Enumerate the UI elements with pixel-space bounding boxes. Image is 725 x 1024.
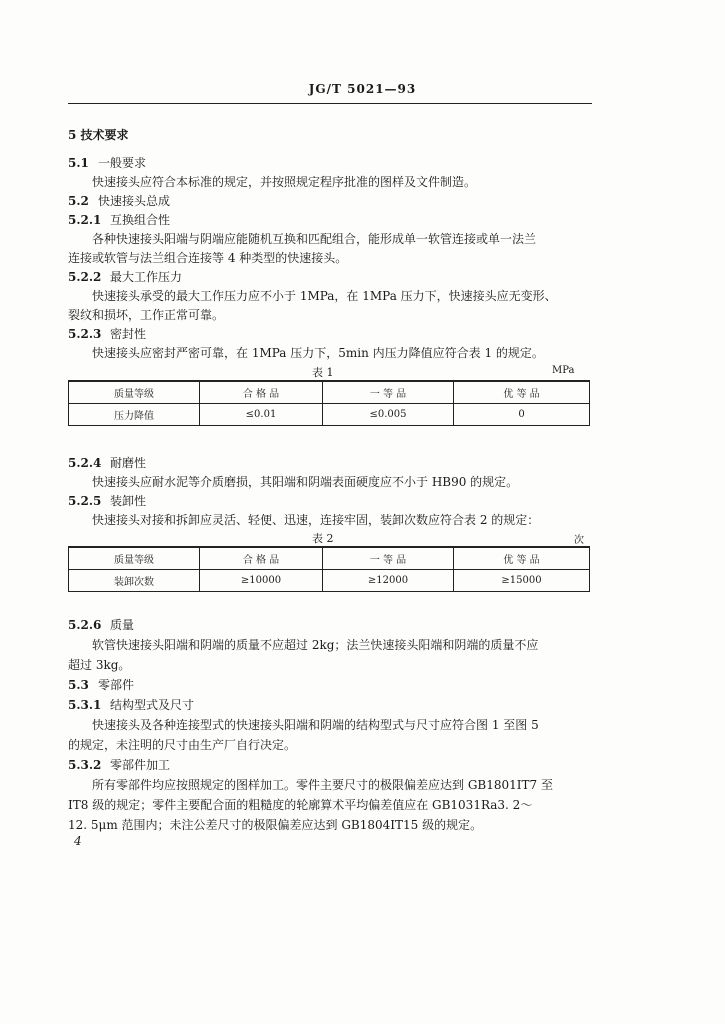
- section-5-2-6-heading: [68, 617, 134, 633]
- paragraph-5-3-1-line-1: 快速接头及各种连接型式的快速接头阳端和阴端的结构型式与尺寸应符合图 1 至图 5: [92, 718, 539, 732]
- section-5-1-heading: [68, 155, 146, 171]
- table-cell: ≥12000: [323, 570, 454, 592]
- section-5-3-2-heading: [68, 757, 170, 773]
- page-number: 4: [74, 834, 82, 848]
- table-header-cell: 优 等 品: [454, 381, 590, 404]
- table-cell: ≤0.005: [323, 404, 454, 426]
- paragraph-5-3-1-line-2: 的规定，未注明的尺寸由生产厂自行决定。: [68, 738, 297, 752]
- table-1-unit: MPa: [552, 365, 575, 376]
- paragraph-5-3-2-line-3: 12. 5μm 范围内；未注公差尺寸的极限偏差应达到 GB1804IT15 级的规定。: [68, 818, 483, 832]
- clause-title: 零部件加工: [110, 758, 171, 772]
- paragraph-5-2-1-line-2: 连接或软管与法兰组合连接等 4 种类型的快速接头。: [68, 251, 348, 265]
- table-row: [69, 404, 590, 426]
- clause-title: 最大工作压力: [110, 270, 183, 284]
- paragraph-5-2-2-line-2: 裂纹和损坏，工作正常可靠。: [68, 308, 225, 322]
- paragraph-5-3-2-line-1: 所有零部件均应按照规定的图样加工。零件主要尺寸的极限偏差应达到 GB1801IT7 至: [92, 778, 553, 792]
- paragraph-5-2-6-line-2: 超过 3kg。: [68, 658, 131, 672]
- clause-number: 5.2.1: [68, 213, 102, 227]
- table-row: [69, 570, 590, 592]
- clause-number: 5.2.6: [68, 618, 102, 632]
- table-1: [68, 380, 590, 426]
- clause-title: 装卸性: [110, 494, 147, 508]
- paragraph-5-1: 快速接头应符合本标准的规定，并按照规定程序批准的图样及文件制造。: [92, 175, 477, 189]
- paragraph-5-2-2-line-1: 快速接头承受的最大工作压力应不小于 1MPa，在 1MPa 压力下，快速接头应无变形、: [92, 289, 557, 303]
- section-5-3-heading: [68, 677, 134, 693]
- clause-number: 5.3.2: [68, 758, 102, 772]
- paragraph-5-2-6-line-1: 软管快速接头阳端和阴端的质量不应超过 2kg；法兰快速接头阳端和阴端的质量不应: [92, 638, 539, 652]
- table-header-cell: 优 等 品: [454, 547, 590, 570]
- section-5-2-4-heading: [68, 455, 146, 471]
- section-5-2-heading: [68, 193, 170, 209]
- paragraph-5-2-4: 快速接头应耐水泥等介质磨损，其阳端和阴端表面硬度应不小于 HB90 的规定。: [92, 475, 519, 489]
- clause-number: 5.2.5: [68, 494, 102, 508]
- clause-number: 5.3: [68, 678, 89, 692]
- clause-title: 质量: [110, 618, 135, 632]
- table-cell: ≥10000: [200, 570, 323, 592]
- paragraph-5-2-1-line-1: 各种快速接头阳端与阴端应能随机互换和匹配组合，能形成单一软管连接或单一法兰: [92, 232, 537, 246]
- clause-title: 耐磨性: [110, 456, 147, 470]
- paragraph-5-3-2-line-2: IT8 级的规定；零件主要配合面的粗糙度的轮廓算术平均偏差值应在 GB1031Ra3. 2～: [68, 798, 533, 812]
- table-header-cell: 合 格 品: [200, 381, 323, 404]
- table-2-unit: 次: [574, 535, 584, 546]
- section-5-heading: 5 技术要求: [68, 128, 129, 142]
- table-header-cell: 合 格 品: [200, 547, 323, 570]
- clause-title: 一般要求: [98, 156, 147, 170]
- section-5-2-2-heading: [68, 269, 182, 285]
- paragraph-5-2-5: 快速接头对接和拆卸应灵活、轻便、迅速，连接牢固，装卸次数应符合表 2 的规定：: [92, 513, 540, 527]
- clause-title: 互换组合性: [110, 213, 171, 227]
- table-cell: ≥15000: [454, 570, 590, 592]
- section-5-2-3-heading: [68, 326, 146, 342]
- clause-number: 5.2.2: [68, 270, 102, 284]
- clause-title: 密封性: [110, 327, 147, 341]
- paragraph-5-2-3: 快速接头应密封严密可靠，在 1MPa 压力下，5min 内压力降值应符合表 1 的规定。: [92, 346, 544, 360]
- section-5-3-1-heading: [68, 697, 194, 713]
- table-header-cell: 质量等级: [69, 381, 200, 404]
- clause-number: 5.2.4: [68, 456, 102, 470]
- table-cell: 压力降值: [69, 404, 200, 426]
- document-code: JG/T 5021—93: [308, 82, 417, 96]
- table-row: [69, 547, 590, 570]
- table-cell: ≤0.01: [200, 404, 323, 426]
- table-header-cell: 质量等级: [69, 547, 200, 570]
- section-5-2-1-heading: [68, 212, 170, 228]
- table-cell: 装卸次数: [69, 570, 200, 592]
- clause-title: 零部件: [98, 678, 135, 692]
- header-rule: [68, 103, 592, 104]
- table-row: [69, 381, 590, 404]
- table-2-title: 表 2: [312, 532, 334, 545]
- table-header-cell: 一 等 品: [323, 381, 454, 404]
- clause-number: 5.2.3: [68, 327, 102, 341]
- clause-number: 5.1: [68, 156, 89, 170]
- clause-number: 5.3.1: [68, 698, 102, 712]
- clause-title: 快速接头总成: [98, 194, 171, 208]
- table-cell: 0: [454, 404, 590, 426]
- table-1-title: 表 1: [312, 366, 334, 379]
- table-header-cell: 一 等 品: [323, 547, 454, 570]
- table-2: [68, 546, 590, 592]
- clause-title: 结构型式及尺寸: [110, 698, 195, 712]
- clause-number: 5.2: [68, 194, 89, 208]
- section-5-2-5-heading: [68, 493, 146, 509]
